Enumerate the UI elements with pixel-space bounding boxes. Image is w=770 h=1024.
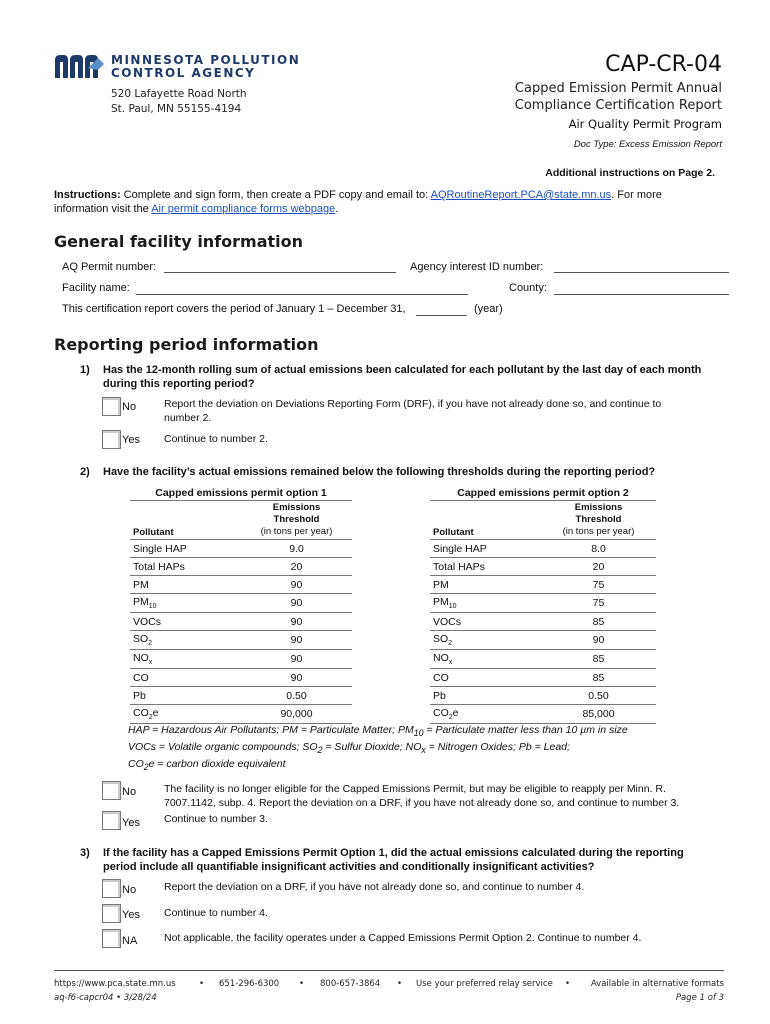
agency-id-label: Agency interest ID number: (410, 261, 544, 273)
pollutant-name: SO (433, 633, 449, 646)
q2-no-desc-line2: 7007.1142, subp. 4. Report the deviation on a DRF, if you have not already done so, and continue to number 3. (164, 797, 680, 809)
table-row (130, 613, 352, 631)
table-row (430, 650, 656, 669)
pollutant-cell (130, 558, 241, 576)
pollutant-cell (430, 540, 541, 558)
q3-no-checkbox[interactable] (102, 879, 121, 898)
footer-bullet-4: • (565, 979, 571, 989)
table-row (430, 631, 656, 650)
pollutant-name: SO (133, 633, 149, 646)
q3-na-checkbox[interactable] (102, 929, 121, 948)
q2-yes-label: Yes (122, 817, 140, 829)
general-section-title: General facility information (54, 232, 304, 251)
q1-no-desc (164, 397, 724, 425)
q2-no-label: No (122, 786, 137, 798)
doc-title-line1: Capped Emission Permit Annual (514, 81, 722, 96)
pollutant-subscript: 2 (148, 714, 153, 722)
pollutant-cell (130, 687, 241, 705)
reporting-section-title: Reporting period information (54, 335, 319, 354)
footer-bullet-5: • (116, 993, 122, 1003)
option2-table (430, 486, 656, 724)
table-row (130, 540, 352, 558)
pollutant-cell (430, 576, 541, 594)
q1-no-label: No (122, 401, 137, 413)
q1-text (103, 363, 733, 391)
threshold-value: 85 (541, 613, 656, 631)
threshold-value: 90 (241, 650, 352, 669)
doc-type: Doc Type: Excess Emission Report (573, 139, 722, 150)
option1-caption: Capped emissions permit option 1 (130, 486, 352, 501)
facility-name-label: Facility name: (62, 282, 130, 294)
threshold-value: 20 (541, 558, 656, 576)
footer-bullet-3: • (397, 979, 403, 989)
q3-na-label: NA (122, 935, 138, 947)
pollutant-name: Total HAPs (133, 560, 185, 573)
pollutant-cell (130, 631, 241, 650)
aq-permit-field[interactable] (164, 272, 396, 273)
pollutant-cell (130, 576, 241, 594)
pollutant-name: NO (133, 652, 149, 665)
pollutant-cell (430, 705, 541, 724)
q1-no-checkbox[interactable] (102, 397, 121, 416)
footer-code: aq-f6-capcr04 (54, 993, 114, 1003)
pollutant-name: PM (433, 578, 449, 591)
table-row (430, 540, 656, 558)
legend-l2c: = Nitrogen Oxides; Pb = Lead; (425, 741, 570, 754)
pollutant-cell (130, 650, 241, 669)
instructions (54, 188, 734, 216)
legend-l2a: VOCs = Volatile organic compounds; SO (128, 741, 318, 754)
mpca-logo-mark (54, 54, 106, 78)
threshold-value: 85 (541, 650, 656, 669)
instructions-text2: . For more (611, 189, 662, 201)
table-row (430, 669, 656, 687)
q3-na-desc: Not applicable, the facility operates under a Capped Emissions Permit Option 2. Continue to number 4. (164, 932, 642, 944)
pollutant-cell (130, 540, 241, 558)
option1-col-threshold (241, 501, 352, 540)
option2-col-pollutant: Pollutant (433, 527, 474, 538)
facility-name-field[interactable] (136, 294, 468, 295)
legend-l1a: HAP = Hazardous Air Pollutants; PM = Particulate Matter; PM (128, 724, 414, 736)
q1-yes-checkbox[interactable] (102, 430, 121, 449)
year-field[interactable] (416, 315, 467, 316)
instructions-label: Instructions: (54, 189, 121, 201)
footer-alt-formats: Available in alternative formats (590, 979, 724, 989)
table-row (130, 576, 352, 594)
option2-col-units: (in tons per year) (562, 526, 635, 537)
option1-col-pollutant: Pollutant (133, 527, 174, 538)
threshold-value: 9.0 (241, 540, 352, 558)
footer-page-number: Page 1 of 3 (675, 993, 724, 1003)
pollutant-name: Single HAP (133, 542, 187, 555)
additional-instructions-note: Additional instructions on Page 2. (545, 167, 715, 179)
pollutant-name: CO (433, 707, 449, 720)
footer-relay: Use your preferred relay service (416, 979, 553, 989)
legend-l2sub1: 2 (317, 745, 323, 756)
q1-yes-desc: Continue to number 2. (164, 433, 268, 445)
q1-number: 1) (80, 364, 90, 376)
table-row (130, 631, 352, 650)
pollutant-subscript: 2 (148, 640, 153, 648)
pollutant-subscript: 2 (448, 640, 453, 648)
q2-yes-desc: Continue to number 3. (164, 813, 268, 825)
table-row (430, 558, 656, 576)
pollutant-cell (130, 594, 241, 613)
q3-yes-desc: Continue to number 4. (164, 907, 268, 919)
doc-title-line2: Compliance Certification Report (514, 98, 722, 113)
pollutant-cell (430, 687, 541, 705)
legend-l2sub2: x (421, 745, 426, 756)
threshold-value: 75 (541, 594, 656, 613)
year-label: (year) (474, 303, 503, 315)
pollutant-name: PM (433, 596, 449, 608)
table-row (430, 594, 656, 613)
threshold-value: 90 (541, 631, 656, 650)
pollutant-name: Pb (133, 689, 146, 702)
q3-no-desc: Report the deviation on a DRF, if you have not already done so, and continue to number 4. (164, 881, 585, 893)
doc-program: Air Quality Permit Program (568, 117, 722, 131)
pollutant-cell (430, 631, 541, 650)
table-row (430, 705, 656, 724)
footer-url[interactable]: https://www.pca.state.mn.us (54, 979, 176, 989)
footer-phone2: 800-657-3864 (320, 979, 381, 989)
pollutant-name: Single HAP (433, 542, 487, 555)
pollutant-cell (430, 558, 541, 576)
pollutant-cell (430, 613, 541, 631)
legend-l3b: e = carbon dioxide equivalent (148, 758, 286, 771)
table-row (130, 687, 352, 705)
q3-number: 3) (80, 847, 90, 859)
q3-no-label: No (122, 884, 137, 896)
pollutant-name: CO (133, 671, 149, 684)
footer-date: 3/28/24 (123, 993, 157, 1003)
pollutant-cell (130, 705, 241, 724)
legend-l2b: = Sulfur Dioxide; NO (322, 741, 422, 754)
q1-no-desc-line2: number 2. (164, 412, 212, 424)
pollutant-cell (430, 669, 541, 687)
forms-webpage-link[interactable]: Air permit compliance forms webpage (151, 203, 336, 215)
pollutant-subscript: x (148, 659, 153, 667)
option1-table (130, 486, 352, 724)
table-row (130, 650, 352, 669)
agency-id-field[interactable] (554, 272, 729, 273)
pollutant-name: Total HAPs (433, 560, 485, 573)
aq-permit-label: AQ Permit number: (62, 261, 157, 273)
pollutant-name: NO (433, 652, 449, 665)
footer-bullet-2: • (299, 979, 305, 989)
agency-logo (54, 54, 106, 78)
option1-col-threshold-word: Threshold (273, 514, 320, 525)
q2-yes-checkbox[interactable] (102, 811, 121, 830)
q3-line1: If the facility has a Capped Emissions Permit Option 1, did the actual emissions calculated during the reporting (103, 847, 684, 859)
email-link[interactable]: AQRoutineReport.PCA@state.mn.us (430, 189, 612, 201)
footer-bullet-1: • (199, 979, 205, 989)
pollutant-name: Pb (433, 689, 446, 702)
pollutant-name: VOCs (433, 615, 462, 628)
q2-no-desc-line1: The facility is no longer eligible for the Capped Emissions Permit, but may be eligible to reapply per Minn. R. (164, 783, 666, 795)
legend-l3sub: 2 (143, 762, 149, 773)
pollutant-subscript: 10 (148, 603, 157, 611)
option2-col-threshold-word: Threshold (575, 514, 622, 525)
threshold-value: 90 (241, 594, 352, 613)
q3-yes-label: Yes (122, 909, 140, 921)
q2-no-checkbox[interactable] (102, 781, 121, 800)
footer-phone1: 651-296-6300 (219, 979, 280, 989)
pollutant-cell (430, 594, 541, 613)
threshold-value: 75 (541, 576, 656, 594)
legend-l1b: = Particulate matter less than 10 µm in size (423, 724, 628, 736)
q3-yes-checkbox[interactable] (102, 904, 121, 923)
table-row (430, 576, 656, 594)
doc-code: CAP-CR-04 (605, 52, 722, 77)
threshold-value: 85 (541, 669, 656, 687)
threshold-value: 0.50 (241, 687, 352, 705)
q2-number: 2) (80, 466, 90, 478)
agency-name-line2: CONTROL AGENCY (111, 66, 256, 80)
pollutant-suffix: e (452, 707, 459, 720)
pollutant-cell (130, 613, 241, 631)
table-row (430, 613, 656, 631)
pollutant-name: VOCs (133, 615, 162, 628)
threshold-value: 90 (241, 631, 352, 650)
pollutant-suffix: e (152, 707, 159, 720)
pollutant-subscript: x (448, 659, 453, 667)
instructions-text1: Complete and sign form, then create a PDF copy and email to: (120, 189, 431, 201)
instructions-text4: . (335, 203, 339, 215)
pollutant-subscript: 2 (448, 714, 453, 722)
q3-text (103, 846, 733, 874)
threshold-value: 20 (241, 558, 352, 576)
table-row (130, 669, 352, 687)
table-row (130, 558, 352, 576)
threshold-value: 8.0 (541, 540, 656, 558)
q1-line2: during this reporting period? (103, 378, 255, 390)
table-row (130, 705, 352, 724)
option1-col-units: (in tons per year) (260, 526, 333, 537)
legend-l3a: CO (128, 758, 144, 771)
q1-no-desc-line1: Report the deviation on Deviations Reporting Form (DRF), if you have not already done so, and continue to (164, 398, 662, 410)
q1-line1: Has the 12-month rolling sum of actual emissions been calculated for each pollutant by the last day of each month (103, 364, 702, 376)
threshold-value: 90 (241, 613, 352, 631)
footer-divider (54, 970, 724, 971)
footer-doc-code (54, 993, 157, 1003)
option2-col-threshold (541, 501, 656, 540)
instructions-text3: information visit the (54, 203, 152, 215)
option2-col-emissions-word: Emissions (574, 502, 623, 513)
agency-address-line1: 520 Lafayette Road North (111, 88, 247, 100)
pollutant-name: CO (433, 671, 449, 684)
pollutant-name: CO (133, 707, 149, 720)
threshold-value: 90 (241, 576, 352, 594)
abbreviations-legend (128, 723, 728, 774)
option1-col-emissions-word: Emissions (272, 502, 321, 513)
threshold-value: 90 (241, 669, 352, 687)
table-row (430, 687, 656, 705)
table-row (130, 594, 352, 613)
legend-l1sub: 10 (413, 728, 424, 739)
pollutant-name: PM (133, 578, 149, 591)
q1-yes-label: Yes (122, 434, 140, 446)
agency-address-line2: St. Paul, MN 55155-4194 (111, 103, 242, 115)
pollutant-cell (130, 669, 241, 687)
threshold-value: 0.50 (541, 687, 656, 705)
pollutant-subscript: 10 (448, 603, 457, 611)
q3-line2: period include all quantifiable insignificant activities and conditionally insignificant activities? (103, 861, 595, 873)
pollutant-cell (430, 650, 541, 669)
pollutant-name: PM (133, 596, 149, 608)
threshold-value: 85,000 (541, 705, 656, 724)
agency-name-line1: MINNESOTA POLLUTION (111, 53, 301, 67)
county-label: County: (509, 282, 547, 294)
q2-text: Have the facility’s actual emissions remained below the following thresholds during the reporting period? (103, 466, 656, 478)
county-field[interactable] (554, 294, 729, 295)
q2-no-desc (164, 782, 734, 810)
threshold-value: 90,000 (241, 705, 352, 724)
period-text: This certification report covers the period of January 1 – December 31, (62, 303, 406, 315)
option2-caption: Capped emissions permit option 2 (430, 486, 656, 501)
